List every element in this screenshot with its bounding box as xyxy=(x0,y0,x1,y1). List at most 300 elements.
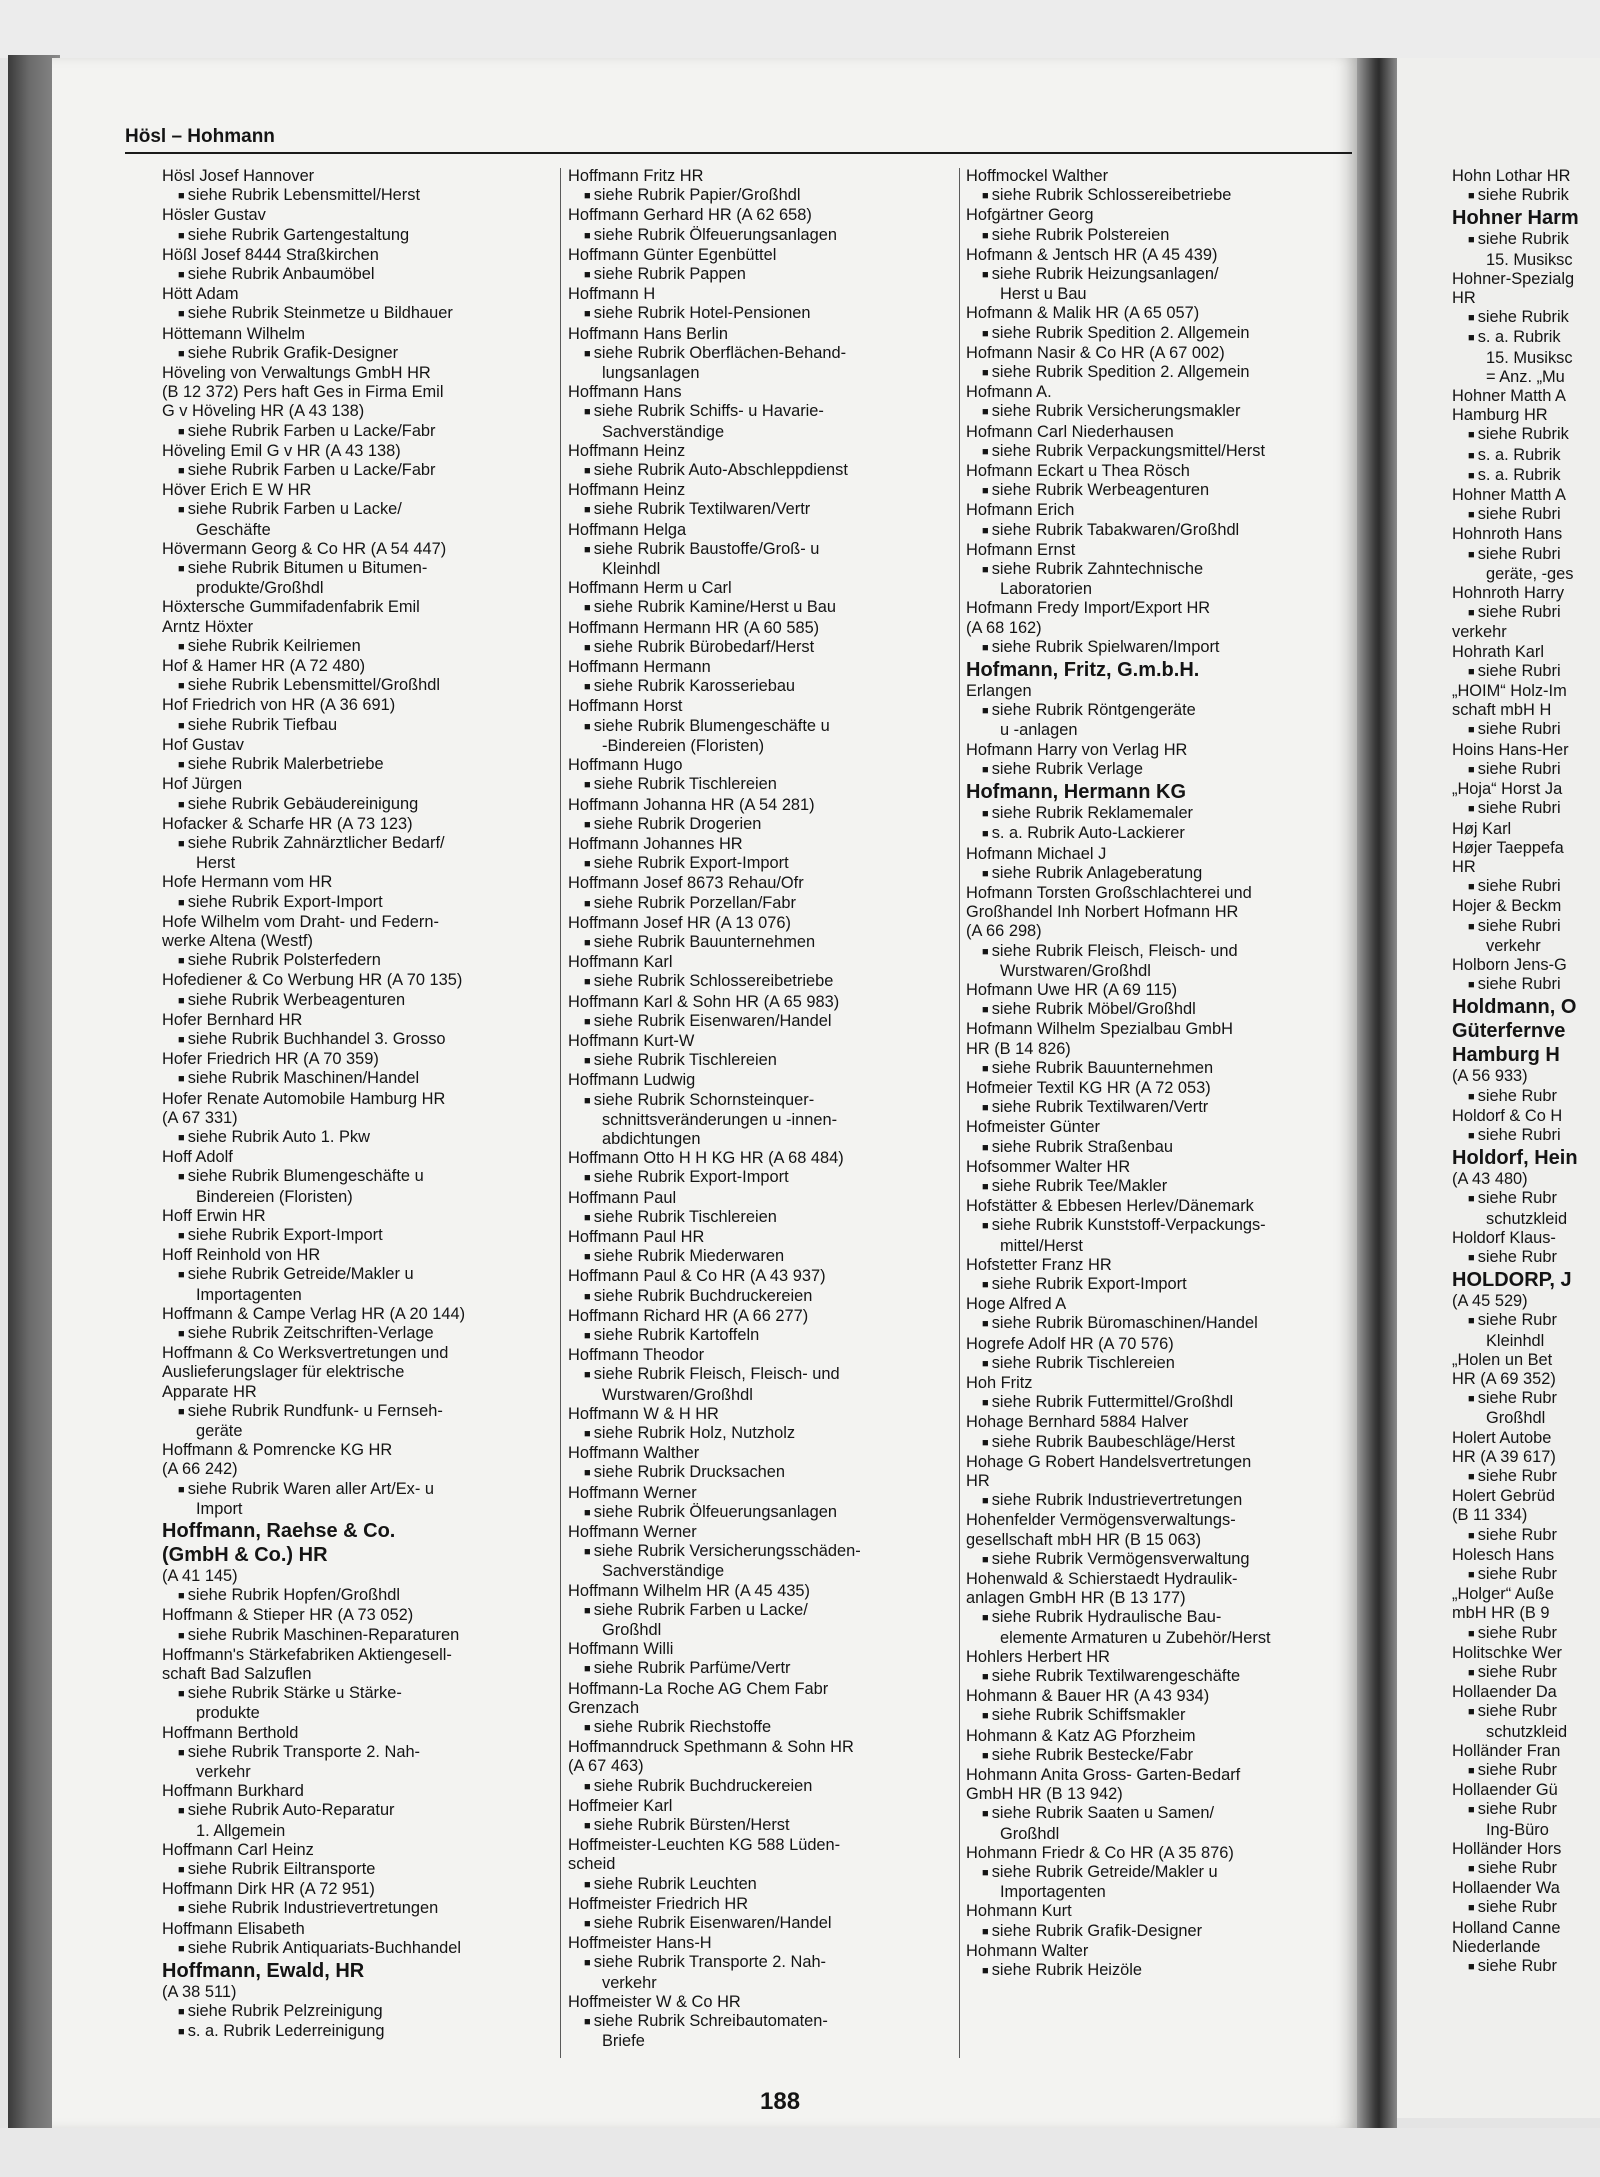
directory-entry: Hofmann, Hermann KG xyxy=(966,781,1187,804)
directory-entry: Hoffmann Dirk HR (A 72 951) xyxy=(162,1880,375,1899)
directory-entry: Holdorf Klaus- xyxy=(1452,1228,1556,1247)
directory-entry: Holländer Hors xyxy=(1452,1839,1562,1858)
directory-entry: Hoffmann Elisabeth xyxy=(162,1919,305,1938)
directory-entry: Hoffmeister-Leuchten KG 588 Lüden- xyxy=(568,1836,841,1855)
directory-entry: Hoffmann Hans Berlin xyxy=(568,324,729,343)
page-header: Hösl – Hohmann xyxy=(125,126,275,147)
directory-entry: mbH HR (B 9 xyxy=(1452,1604,1550,1623)
directory-entry: Arntz Höxter xyxy=(162,617,254,636)
rubric-reference: ■ siehe Rubrik Stärke u Stärke- xyxy=(162,1684,562,1704)
directory-entry: Hohlers Herbert HR xyxy=(966,1647,1110,1666)
directory-entry: (A 68 162) xyxy=(966,618,1042,637)
rubric-reference: ■ siehe Rubrik Blumengeschäfte u xyxy=(162,1167,562,1187)
directory-entry: G v Höveling HR (A 43 138) xyxy=(162,402,365,421)
directory-entry: Hoff Erwin HR xyxy=(162,1206,266,1225)
header-rule xyxy=(125,152,1352,154)
directory-entry: Hof Friedrich von HR (A 36 691) xyxy=(162,696,396,715)
rubric-reference: ■ siehe Rubrik xyxy=(1452,308,1600,328)
directory-entry: HR xyxy=(1452,857,1476,876)
directory-entry: Hoffmann Horst xyxy=(568,697,683,716)
entry-continuation: 15. Musiksc xyxy=(1486,348,1573,367)
directory-entry: Hösl Josef Hannover xyxy=(162,167,315,185)
rubric-reference: ■ siehe Rubr xyxy=(1452,1624,1600,1644)
directory-entry: Hoff Reinhold von HR xyxy=(162,1246,321,1265)
directory-entry: Hollaender Gü xyxy=(1452,1781,1558,1800)
directory-entry: Hoffmann & Campe Verlag HR (A 20 144) xyxy=(162,1304,466,1323)
directory-entry: Hohenfelder Vermögensverwaltungs- xyxy=(966,1511,1236,1530)
rubric-reference: ■ siehe Rubr xyxy=(1452,1248,1600,1268)
rubric-reference: ■ siehe Rubrik Heizöle xyxy=(966,1961,1366,1981)
directory-entry: Apparate HR xyxy=(162,1382,257,1401)
directory-entry: Hof Gustav xyxy=(162,735,244,754)
directory-entry: (A 67 463) xyxy=(568,1757,644,1776)
directory-entry: Hoffmann Günter Egenbüttel xyxy=(568,245,777,264)
directory-entry: Hofer Renate Automobile Hamburg HR xyxy=(162,1089,446,1108)
rubric-reference: ■ siehe Rubrik Buchdruckereien xyxy=(568,1777,968,1797)
directory-entry: Hofmann A. xyxy=(966,383,1052,402)
entry-continuation: verkehr xyxy=(196,1763,251,1782)
rubric-reference: ■ siehe Rubr xyxy=(1452,1761,1600,1781)
rubric-reference: ■ siehe Rubrik Hotel-Pensionen xyxy=(568,304,968,324)
directory-entry: HR (A 69 352) xyxy=(1452,1369,1556,1388)
directory-column-1 xyxy=(162,167,562,2043)
directory-column-2 xyxy=(568,167,968,2052)
entry-continuation: Importagenten xyxy=(1000,1883,1106,1902)
rubric-reference: ■ siehe Rubrik Industrievertretungen xyxy=(966,1491,1366,1511)
directory-entry: (A 38 511) xyxy=(162,1983,237,2002)
rubric-reference: ■ siehe Rubrik Auto 1. Pkw xyxy=(162,1128,562,1148)
rubric-reference: ■ siehe Rubrik Kartoffeln xyxy=(568,1326,968,1346)
directory-entry: werke Altena (Westf) xyxy=(162,931,313,950)
rubric-reference: ■ siehe Rubrik Schreibautomaten- xyxy=(568,2012,968,2032)
directory-entry: Hofmann Carl Niederhausen xyxy=(966,422,1174,441)
directory-entry: Hohrath Karl xyxy=(1452,642,1545,661)
entry-continuation: schutzkleid xyxy=(1486,1722,1568,1741)
directory-entry: Hövermann Georg & Co HR (A 54 447) xyxy=(162,539,447,558)
directory-entry: Hoffmann Johannes HR xyxy=(568,834,743,853)
directory-entry: Hoffmann Ludwig xyxy=(568,1071,696,1090)
rubric-reference: ■ siehe Rubrik Reklamemaler xyxy=(966,804,1366,824)
directory-entry: Hofe Hermann vom HR xyxy=(162,873,333,892)
directory-entry: Holland Canne xyxy=(1452,1918,1561,1937)
rubric-reference: ■ siehe Rubrik Büromaschinen/Handel xyxy=(966,1314,1366,1334)
directory-entry: Hofmann Harry von Verlag HR xyxy=(966,740,1188,759)
directory-entry: Hohner Matth A xyxy=(1452,387,1566,406)
rubric-reference: ■ siehe Rubrik Textilwarengeschäfte xyxy=(966,1667,1366,1687)
rubric-reference: ■ siehe Rubrik Leuchten xyxy=(568,1875,968,1895)
entry-continuation: Kleinhdl xyxy=(1486,1331,1545,1350)
directory-entry: Hofstätter & Ebbesen Herlev/Dänemark xyxy=(966,1197,1254,1216)
rubric-reference: ■ siehe Rubrik Kamine/Herst u Bau xyxy=(568,598,968,618)
directory-entry: Hoffmann Herm u Carl xyxy=(568,579,732,598)
directory-entry: Hofmann, Fritz, G.m.b.H. xyxy=(966,659,1200,682)
rubric-reference: ■ siehe Rubri xyxy=(1452,662,1600,682)
rubric-reference: ■ siehe Rubr xyxy=(1452,1702,1600,1722)
directory-entry: (A 66 242) xyxy=(162,1460,238,1479)
directory-entry: Hofe Wilhelm vom Draht- und Federn- xyxy=(162,912,439,931)
rubric-reference: ■ siehe Rubrik Eiltransporte xyxy=(162,1860,562,1880)
rubric-reference: ■ siehe Rubrik Bauunternehmen xyxy=(568,933,968,953)
entry-continuation: Sachverständige xyxy=(602,1562,725,1581)
directory-entry: Höxtersche Gummifadenfabrik Emil xyxy=(162,598,420,617)
directory-entry: Hohmann & Bauer HR (A 43 934) xyxy=(966,1687,1210,1706)
rubric-reference: ■ siehe Rubrik Ölfeuerungsanlagen xyxy=(568,226,968,246)
directory-entry: Hofmann Fredy Import/Export HR xyxy=(966,599,1211,618)
directory-entry: Holdorf & Co H xyxy=(1452,1106,1563,1125)
rubric-reference: ■ siehe Rubri xyxy=(1452,1126,1600,1146)
directory-entry: Hößl Josef 8444 Straßkirchen xyxy=(162,245,379,264)
rubric-reference: ■ siehe Rubrik Hopfen/Großhdl xyxy=(162,1586,562,1606)
rubric-reference: ■ siehe Rubri xyxy=(1452,545,1600,565)
directory-entry: Hoffmanndruck Spethmann & Sohn HR xyxy=(568,1738,854,1757)
directory-entry: Hoffmann Gerhard HR (A 62 658) xyxy=(568,206,812,225)
directory-entry: Hohner Harm xyxy=(1452,207,1579,230)
directory-entry: Hoffmann Werner xyxy=(568,1483,697,1502)
rubric-reference: ■ siehe Rubrik Export-Import xyxy=(966,1275,1366,1295)
directory-entry: Hofmann Erich xyxy=(966,501,1075,520)
entry-continuation: Wurstwaren/Großhdl xyxy=(1000,961,1151,980)
directory-entry: Holdmann, O xyxy=(1452,996,1577,1019)
rubric-reference: ■ siehe Rubri xyxy=(1452,799,1600,819)
rubric-reference: ■ siehe Rubrik Bestecke/Fabr xyxy=(966,1746,1366,1766)
directory-entry: Hohage G Robert Handelsvertretungen xyxy=(966,1452,1252,1471)
directory-entry: Hofer Bernhard HR xyxy=(162,1010,303,1029)
entry-continuation: Import xyxy=(196,1499,243,1518)
directory-entry: (A 67 331) xyxy=(162,1108,238,1127)
directory-entry: Hoffmann & Pomrencke KG HR xyxy=(162,1441,393,1460)
rubric-reference: ■ siehe Rubrik Grafik-Designer xyxy=(162,344,562,364)
rubric-reference: ■ siehe Rubrik Röntgengeräte xyxy=(966,701,1366,721)
directory-entry: schaft Bad Salzuflen xyxy=(162,1665,312,1684)
rubric-reference: ■ siehe Rubrik xyxy=(1452,186,1600,206)
rubric-reference: ■ siehe Rubr xyxy=(1452,1957,1600,1977)
directory-entry: Hoh Fritz xyxy=(966,1373,1033,1392)
entry-continuation: Briefe xyxy=(602,2032,645,2051)
entry-continuation: geräte, -ges xyxy=(1486,564,1574,583)
directory-entry: Hofediener & Co Werbung HR (A 70 135) xyxy=(162,971,463,990)
directory-entry: Hofstetter Franz HR xyxy=(966,1255,1112,1274)
scan-top-background xyxy=(0,0,1600,58)
rubric-reference: ■ siehe Rubrik Bürobedarf/Herst xyxy=(568,638,968,658)
directory-entry: Höveling Emil G v HR (A 43 138) xyxy=(162,441,401,460)
rubric-reference: ■ siehe Rubrik Heizungsanlagen/ xyxy=(966,265,1366,285)
rubric-reference: ■ siehe Rubrik Getreide/Makler u xyxy=(966,1863,1366,1883)
directory-entry: Hoffmann Heinz xyxy=(568,481,686,500)
rubric-reference: ■ siehe Rubrik Saaten u Samen/ xyxy=(966,1804,1366,1824)
directory-entry: Hofmann & Jentsch HR (A 45 439) xyxy=(966,245,1218,264)
rubric-reference: ■ siehe Rubrik Gebäudereinigung xyxy=(162,795,562,815)
directory-entry: Hohnroth Harry xyxy=(1452,584,1565,603)
rubric-reference: ■ siehe Rubrik Tischlereien xyxy=(966,1354,1366,1374)
rubric-reference: ■ siehe Rubrik Polstereien xyxy=(966,226,1366,246)
rubric-reference: ■ siehe Rubrik Verlage xyxy=(966,760,1366,780)
rubric-reference: ■ siehe Rubrik Tiefbau xyxy=(162,716,562,736)
rubric-reference: ■ siehe Rubrik Werbeagenturen xyxy=(966,481,1366,501)
rubric-reference: ■ siehe Rubrik Anlageberatung xyxy=(966,864,1366,884)
directory-entry: Høj Karl xyxy=(1452,819,1512,838)
rubric-reference: ■ siehe Rubrik Keilriemen xyxy=(162,637,562,657)
rubric-reference: ■ siehe Rubrik xyxy=(1452,230,1600,250)
rubric-reference: ■ siehe Rubrik Schiffs- u Havarie- xyxy=(568,402,968,422)
directory-entry: anlagen GmbH HR (B 13 177) xyxy=(966,1589,1186,1608)
directory-entry: Holesch Hans xyxy=(1452,1545,1555,1564)
entry-continuation: Herst xyxy=(196,854,236,873)
rubric-reference: ■ siehe Rubr xyxy=(1452,1311,1600,1331)
directory-entry: Hoffmann Werner xyxy=(568,1523,697,1542)
rubric-reference: ■ siehe Rubrik Antiquariats-Buchhandel xyxy=(162,1939,562,1959)
directory-entry: Hamburg HR xyxy=(1452,406,1548,425)
rubric-reference: ■ siehe Rubrik Bitumen u Bitumen- xyxy=(162,559,562,579)
entry-continuation: Laboratorien xyxy=(1000,580,1093,599)
directory-entry: Hollaender Wa xyxy=(1452,1879,1560,1898)
rubric-reference: ■ siehe Rubri xyxy=(1452,505,1600,525)
rubric-reference: ■ siehe Rubr xyxy=(1452,1389,1600,1409)
directory-entry: Hojer & Beckm xyxy=(1452,897,1562,916)
directory-entry: Hösler Gustav xyxy=(162,206,266,225)
directory-entry: „Holger“ Auße xyxy=(1452,1585,1555,1604)
rubric-reference: ■ siehe Rubr xyxy=(1452,1189,1600,1209)
directory-entry: Hohage Bernhard 5884 Halver xyxy=(966,1413,1189,1432)
directory-entry: Højer Taeppefa xyxy=(1452,838,1564,857)
entry-continuation: abdichtungen xyxy=(602,1129,701,1148)
rubric-reference: ■ siehe Rubrik Tischlereien xyxy=(568,775,968,795)
directory-entry: gesellschaft mbH HR (B 15 063) xyxy=(966,1530,1202,1549)
rubric-reference: ■ siehe Rubrik Steinmetze u Bildhauer xyxy=(162,304,562,324)
rubric-reference: ■ siehe Rubrik Getreide/Makler u xyxy=(162,1265,562,1285)
rubric-reference: ■ siehe Rubrik Eisenwaren/Handel xyxy=(568,1914,968,1934)
directory-entry: (GmbH & Co.) HR xyxy=(162,1544,328,1567)
rubric-reference: ■ siehe Rubrik Kunststoff-Verpackungs- xyxy=(966,1216,1366,1236)
directory-entry: Hoffmeister W & Co HR xyxy=(568,1992,741,2011)
rubric-reference: ■ siehe Rubrik Verpackungsmittel/Herst xyxy=(966,442,1366,462)
directory-entry: Hofmeister Günter xyxy=(966,1118,1100,1137)
directory-entry: Holitschke Wer xyxy=(1452,1643,1562,1662)
directory-entry: Hohner Matth A xyxy=(1452,486,1566,505)
rubric-reference: ■ siehe Rubrik Futtermittel/Großhdl xyxy=(966,1393,1366,1413)
directory-entry: Hoffmann Fritz HR xyxy=(568,167,704,185)
rubric-reference: ■ siehe Rubrik Spedition 2. Allgemein xyxy=(966,363,1366,383)
directory-entry: Holländer Fran xyxy=(1452,1741,1561,1760)
directory-entry: (B 12 372) Pers haft Ges in Firma Emil xyxy=(162,383,444,402)
rubric-reference: ■ siehe Rubrik Spielwaren/Import xyxy=(966,638,1366,658)
rubric-reference: ■ siehe Rubrik Farben u Lacke/ xyxy=(568,1601,968,1621)
rubric-reference: ■ siehe Rubrik Schlossereibetriebe xyxy=(966,186,1366,206)
rubric-reference: ■ siehe Rubrik Rundfunk- u Fernseh- xyxy=(162,1402,562,1422)
rubric-reference: ■ siehe Rubri xyxy=(1452,760,1600,780)
entry-continuation: verkehr xyxy=(1486,936,1541,955)
rubric-reference: ■ siehe Rubrik Holz, Nutzholz xyxy=(568,1424,968,1444)
directory-entry: scheid xyxy=(568,1855,616,1874)
directory-entry: (A 43 480) xyxy=(1452,1170,1528,1189)
rubric-reference: ■ siehe Rubrik Miederwaren xyxy=(568,1247,968,1267)
rubric-reference: ■ siehe Rubrik Schiffsmakler xyxy=(966,1706,1366,1726)
rubric-reference: ■ siehe Rubrik Ölfeuerungsanlagen xyxy=(568,1503,968,1523)
rubric-reference: ■ siehe Rubr xyxy=(1452,1898,1600,1918)
directory-entry: Hohmann & Katz AG Pforzheim xyxy=(966,1726,1196,1745)
directory-entry: Hoffmann Berthold xyxy=(162,1723,299,1742)
rubric-reference: ■ siehe Rubrik Lebensmittel/Großhdl xyxy=(162,676,562,696)
rubric-reference: ■ siehe Rubrik xyxy=(1452,425,1600,445)
directory-entry: Hoge Alfred A xyxy=(966,1295,1067,1314)
rubric-reference: ■ siehe Rubrik Export-Import xyxy=(162,893,562,913)
rubric-reference: ■ siehe Rubrik Versicherungsmakler xyxy=(966,402,1366,422)
directory-entry: Hoffmeister Friedrich HR xyxy=(568,1894,749,1913)
rubric-reference: ■ siehe Rubrik Buchdruckereien xyxy=(568,1287,968,1307)
directory-entry: GmbH HR (B 13 942) xyxy=(966,1785,1123,1804)
entry-continuation: lungsanlagen xyxy=(602,364,700,383)
directory-entry: Hoffmann H xyxy=(568,285,656,304)
rubric-reference: ■ siehe Rubrik Export-Import xyxy=(568,1168,968,1188)
directory-entry: Hoffmann W & H HR xyxy=(568,1404,719,1423)
directory-column-3 xyxy=(966,167,1366,1981)
directory-entry: HR (A 39 617) xyxy=(1452,1447,1556,1466)
directory-entry: schaft mbH H xyxy=(1452,701,1552,720)
entry-continuation: u -anlagen xyxy=(1000,721,1078,740)
rubric-reference: ■ siehe Rubrik Hydraulische Bau- xyxy=(966,1608,1366,1628)
rubric-reference: ■ siehe Rubrik Karosseriebau xyxy=(568,677,968,697)
directory-entry: HR xyxy=(966,1472,990,1490)
entry-continuation: Wurstwaren/Großhdl xyxy=(602,1385,753,1404)
directory-entry: „HOIM“ Holz-Im xyxy=(1452,682,1567,701)
directory-entry: HOLDORP, J xyxy=(1452,1269,1572,1292)
directory-column-facing xyxy=(1452,167,1600,1977)
directory-entry: Hoffmann Otto H H KG HR (A 68 484) xyxy=(568,1149,844,1168)
rubric-reference: ■ siehe Rubrik Auto-Reparatur xyxy=(162,1801,562,1821)
rubric-reference: ■ s. a. Rubrik xyxy=(1452,466,1600,486)
entry-continuation: Ing-Büro xyxy=(1486,1820,1549,1839)
rubric-reference: ■ siehe Rubr xyxy=(1452,1565,1600,1585)
directory-entry: Hoffmann Kurt-W xyxy=(568,1031,695,1050)
rubric-reference: ■ siehe Rubrik Porzellan/Fabr xyxy=(568,894,968,914)
rubric-reference: ■ siehe Rubrik Zahntechnische xyxy=(966,560,1366,580)
directory-entry: Hohmann Friedr & Co HR (A 35 876) xyxy=(966,1843,1234,1862)
directory-entry: Hofsommer Walter HR xyxy=(966,1157,1131,1176)
directory-entry: Hoffmann Carl Heinz xyxy=(162,1840,314,1859)
rubric-reference: ■ siehe Rubrik Oberflächen-Behand- xyxy=(568,344,968,364)
directory-entry: Hohn Lothar HR xyxy=(1452,167,1571,185)
rubric-reference: ■ siehe Rubr xyxy=(1452,1467,1600,1487)
rubric-reference: ■ siehe Rubrik Maschinen/Handel xyxy=(162,1069,562,1089)
rubric-reference: ■ siehe Rubrik Zeitschriften-Verlage xyxy=(162,1324,562,1344)
rubric-reference: ■ siehe Rubrik Tischlereien xyxy=(568,1208,968,1228)
directory-entry: Güterfernve xyxy=(1452,1020,1566,1043)
entry-continuation: Großhdl xyxy=(1486,1409,1546,1428)
rubric-reference: ■ siehe Rubrik Spedition 2. Allgemein xyxy=(966,324,1366,344)
rubric-reference: ■ siehe Rubrik Tee/Makler xyxy=(966,1177,1366,1197)
directory-entry: Hoffmann Wilhelm HR (A 45 435) xyxy=(568,1581,811,1600)
entry-continuation: Kleinhdl xyxy=(602,560,661,579)
rubric-reference: ■ siehe Rubrik Bauunternehmen xyxy=(966,1059,1366,1079)
directory-entry: (A 41 145) xyxy=(162,1567,238,1586)
rubric-reference: ■ siehe Rubrik Industrievertretungen xyxy=(162,1899,562,1919)
rubric-reference: ■ siehe Rubrik Versicherungsschäden- xyxy=(568,1542,968,1562)
entry-continuation: = Anz. „Mu xyxy=(1486,367,1565,386)
directory-entry: Hoffmann Karl & Sohn HR (A 65 983) xyxy=(568,992,840,1011)
directory-entry: Holborn Jens-G xyxy=(1452,955,1567,974)
directory-entry: Hoffmann Karl xyxy=(568,953,673,972)
directory-entry: Hofmann Uwe HR (A 69 115) xyxy=(966,980,1178,999)
directory-entry: Hofmann & Malik HR (A 65 057) xyxy=(966,304,1200,323)
directory-entry: Hoff Adolf xyxy=(162,1148,233,1167)
directory-entry: Hoffmann Theodor xyxy=(568,1346,705,1365)
directory-entry: Hohenwald & Schierstaedt Hydraulik- xyxy=(966,1570,1238,1589)
directory-entry: Hofmann Torsten Großschlachterei und xyxy=(966,883,1252,902)
scan-bottom-background xyxy=(0,2128,1600,2177)
directory-entry: Hogrefe Adolf HR (A 70 576) xyxy=(966,1334,1174,1353)
directory-entry: Hoffmann Helga xyxy=(568,520,687,539)
directory-entry: Hoffmann Johanna HR (A 54 281) xyxy=(568,795,815,814)
rubric-reference: ■ siehe Rubrik Schornsteinquer- xyxy=(568,1091,968,1111)
rubric-reference: ■ siehe Rubri xyxy=(1452,720,1600,740)
directory-entry: Holert Autobe xyxy=(1452,1428,1552,1447)
entry-continuation: schutzkleid xyxy=(1486,1209,1568,1228)
rubric-reference: ■ siehe Rubrik Vermögensverwaltung xyxy=(966,1550,1366,1570)
directory-entry: Hoffmann Burkhard xyxy=(162,1782,304,1801)
rubric-reference: ■ siehe Rubrik Buchhandel 3. Grosso xyxy=(162,1030,562,1050)
directory-entry: Hofacker & Scharfe HR (A 73 123) xyxy=(162,814,413,833)
rubric-reference: ■ siehe Rubrik Drogerien xyxy=(568,815,968,835)
directory-entry: Hoffmann-La Roche AG Chem Fabr xyxy=(568,1679,829,1698)
directory-entry: Hoffmann Paul xyxy=(568,1188,677,1207)
entry-continuation: mittel/Herst xyxy=(1000,1236,1083,1255)
entry-continuation: schnittsveränderungen u -innen- xyxy=(602,1110,838,1129)
directory-entry: Hoffmann Paul & Co HR (A 43 937) xyxy=(568,1267,826,1286)
rubric-reference: ■ siehe Rubrik Fleisch, Fleisch- und xyxy=(568,1365,968,1385)
entry-continuation: Herst u Bau xyxy=(1000,285,1087,304)
rubric-reference: ■ siehe Rubrik Tabakwaren/Großhdl xyxy=(966,521,1366,541)
entry-continuation: Großhdl xyxy=(602,1621,662,1640)
directory-entry: Hött Adam xyxy=(162,285,239,304)
rubric-reference: ■ siehe Rubr xyxy=(1452,1087,1600,1107)
directory-entry: Hoffmeier Karl xyxy=(568,1796,673,1815)
entry-continuation: produkte xyxy=(196,1704,260,1723)
rubric-reference: ■ siehe Rubrik Parfüme/Vertr xyxy=(568,1659,968,1679)
directory-entry: Hoffmeister Hans-H xyxy=(568,1934,712,1953)
rubric-reference: ■ siehe Rubrik Riechstoffe xyxy=(568,1718,968,1738)
rubric-reference: ■ siehe Rubrik Fleisch, Fleisch- und xyxy=(966,942,1366,962)
directory-entry: Hohnroth Hans xyxy=(1452,525,1563,544)
directory-entry: Hofmann Wilhelm Spezialbau GmbH xyxy=(966,1020,1233,1039)
directory-entry: (B 11 334) xyxy=(1452,1506,1528,1525)
directory-entry: Großhandel Inh Norbert Hofmann HR xyxy=(966,903,1239,922)
rubric-reference: ■ siehe Rubrik Zahnärztlicher Bedarf/ xyxy=(162,834,562,854)
directory-entry: Hoffmann Hugo xyxy=(568,756,683,775)
directory-entry: Hoffmann, Raehse & Co. xyxy=(162,1520,396,1543)
rubric-reference: ■ siehe Rubrik Schlossereibetriebe xyxy=(568,972,968,992)
page-number: 188 xyxy=(760,2088,801,2115)
rubric-reference: ■ siehe Rubri xyxy=(1452,603,1600,623)
rubric-reference: ■ siehe Rubrik Farben u Lacke/Fabr xyxy=(162,422,562,442)
directory-entry: Auslieferungslager für elektrische xyxy=(162,1363,405,1382)
directory-entry: HR xyxy=(1452,289,1476,308)
directory-entry: Hofer Friedrich HR (A 70 359) xyxy=(162,1050,379,1069)
rubric-reference: ■ siehe Rubrik Transporte 2. Nah- xyxy=(568,1953,968,1973)
rubric-reference: ■ siehe Rubrik Pappen xyxy=(568,265,968,285)
rubric-reference: ■ siehe Rubrik Export-Import xyxy=(162,1226,562,1246)
directory-entry: Hofmann Ernst xyxy=(966,540,1076,559)
rubric-reference: ■ siehe Rubri xyxy=(1452,877,1600,897)
entry-continuation: Geschäfte xyxy=(196,520,271,539)
directory-entry: Hoffmann & Stieper HR (A 73 052) xyxy=(162,1606,414,1625)
rubric-reference: ■ siehe Rubrik Transporte 2. Nah- xyxy=(162,1743,562,1763)
rubric-reference: ■ siehe Rubrik Papier/Großhdl xyxy=(568,186,968,206)
directory-entry: Höveling von Verwaltungs GmbH HR xyxy=(162,364,431,383)
directory-entry: Hoffmann Hermann xyxy=(568,658,711,677)
directory-entry: Hoffmann Hans xyxy=(568,383,682,402)
directory-entry: Hof & Hamer HR (A 72 480) xyxy=(162,657,366,676)
directory-entry: HR (B 14 826) xyxy=(966,1039,1071,1058)
directory-entry: Hofgärtner Georg xyxy=(966,206,1094,225)
